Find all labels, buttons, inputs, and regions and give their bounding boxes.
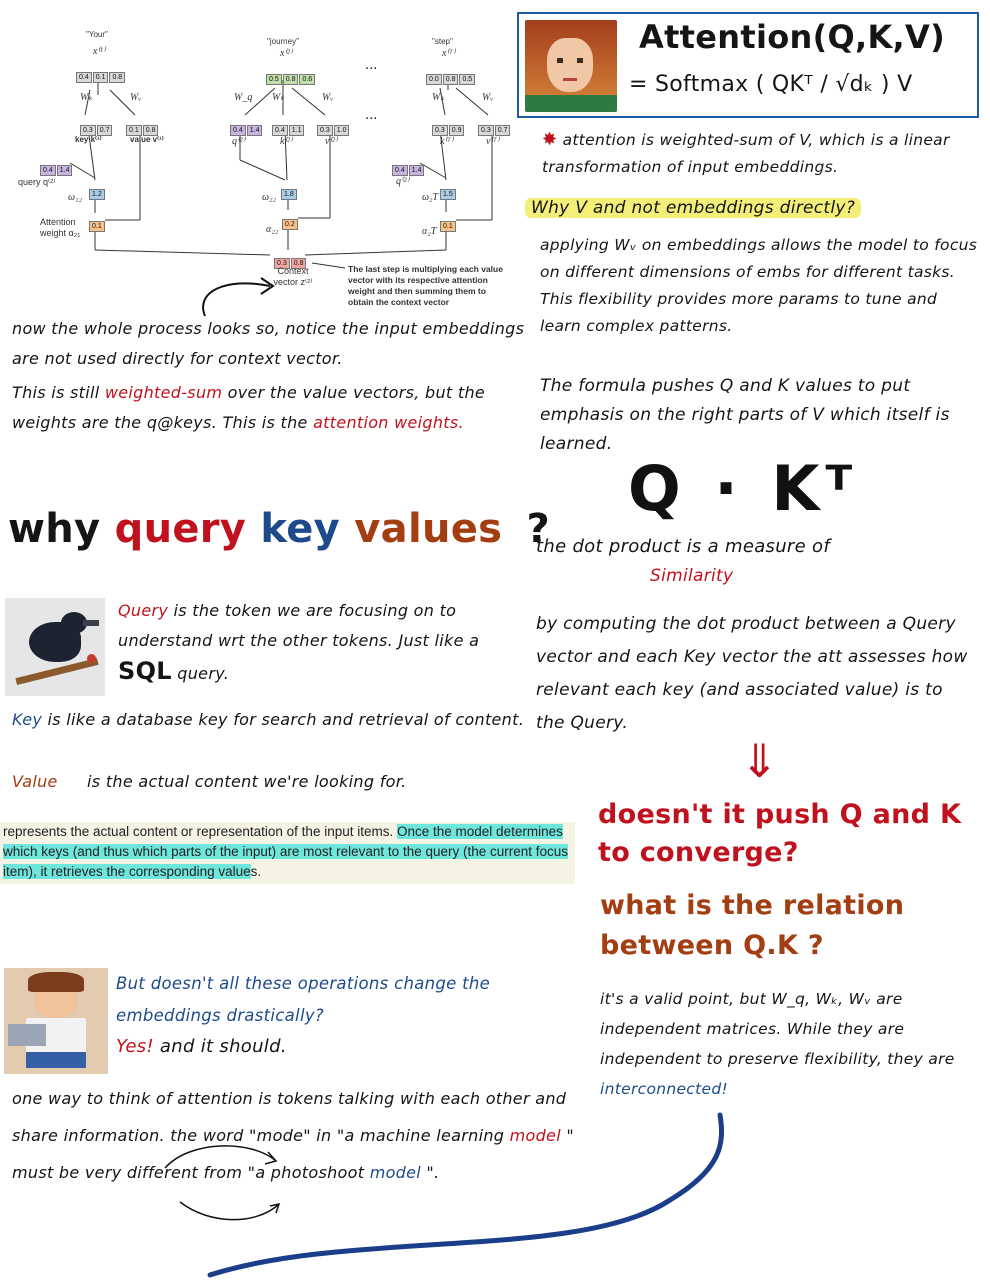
wq-label-2: W_q [234,92,253,103]
question-mark: ? [526,506,551,552]
vector-cell: 0.8 [109,72,125,83]
formula-rhs: = Softmax ( QKᵀ / √dₖ ) V [629,72,913,97]
weighted-sum-word: weighted-sum [104,383,223,402]
note-dot-explanation: by computing the dot product between a Query vector and each Key vector the att assesses how relevant each key (and associated value) is to the Query. [536,614,968,733]
vT-vector [478,117,511,136]
col3-word: "step" [432,37,453,46]
col2-x-label: x⁽²⁾ [280,48,293,59]
boy-laptop-image [4,968,108,1074]
col3-x-label: x⁽ᵀ⁾ [442,48,456,59]
excerpt-plain: represents the actual content or representation of the input items. [3,824,394,839]
similarity-word: Similarity [650,566,734,586]
vector-cell: 0.8 [283,74,299,85]
vector-cell: 0.4 [272,125,288,136]
ellipsis-top: ... [365,58,378,73]
crow-image [5,598,105,696]
query-def-word: Query [118,601,169,620]
answer-why-v: applying Wᵥ on embeddings allows the model to focus on different dimensions of embs for different tasks. This flexibility provides more params to tune and learn complex patterns. [540,236,978,335]
wv-label-1: Wᵥ [130,92,142,103]
vector-cell: 0.4 [40,165,56,176]
vector-cell: 0.0 [426,74,442,85]
omega12-box: 1.2 [89,189,105,200]
attention-weight-label: Attention weight α₂₁ [40,217,81,238]
wk-label-1: Wₖ [80,92,93,103]
text: and it should. [159,1036,287,1057]
interconnected-word: interconnected! [600,1080,728,1098]
col3-x-vector [426,66,476,85]
vector-cell: 0.7 [97,125,113,136]
v2-vector [317,117,350,136]
sql-word: SQL [118,657,172,685]
alpha21-box: 0.1 [89,221,105,232]
omega2T-box: 1.5 [440,189,456,200]
omega22-box: 1.8 [281,189,297,200]
question-converge: doesn't it push Q and K to converge? [598,799,962,868]
wk-label-2: Wₖ [272,92,285,103]
vector-cell: 0.3 [317,125,333,136]
note-attention-weighted-sum [542,126,982,181]
key-word: key [260,506,341,552]
omega22-label: ω₂₂ [262,192,277,203]
vector-cell: 0.1 [126,125,142,136]
model-word-1: model [509,1126,561,1145]
formula-box [517,12,979,118]
values-word: values [354,506,503,552]
answer-relation [600,984,980,1104]
note-formula-pushes: The formula pushes Q and K values to put emphasis on the right parts of V which itself is learned. [540,376,950,454]
col1-x-label: x⁽¹⁾ [93,46,106,57]
text: is the token we are focusing on to understand wrt the other tokens. Just like a [118,601,480,650]
context-label: Context vector z⁽²⁾ [273,266,313,287]
vector-cell: 1.4 [57,165,73,176]
text: over the value vectors, but the weights are the q@keys. This is the [12,383,486,432]
qT-label: q⁽²⁾ [396,176,409,187]
alpha22-box: 0.2 [282,219,298,230]
model-word-2: model [369,1163,422,1182]
omega12-label: ω₁₂ [68,192,83,203]
formula-title: Attention(Q,K,V) [639,18,946,56]
why-word: why [8,506,101,552]
query-vector [40,157,73,176]
text: query. [177,664,230,683]
excerpt-end: s. [250,864,262,879]
attention-weights-word: attention weights. [313,413,464,432]
query-label: query q⁽²⁾ [18,177,56,187]
highlight: Why V and not embeddings directly? [525,198,861,218]
bullet-flower-icon: ✸ [542,129,558,150]
vector-cell: 0.1 [93,72,109,83]
alpha2T-label: α₂T [422,226,437,237]
avatar-girl [525,20,617,112]
vector-cell: 1.1 [289,125,305,136]
vector-cell: 0.3 [432,125,448,136]
heading-why-qkv [8,506,550,552]
col1-x-vector [76,64,126,83]
question-relation: what is the relation between Q.K ? [600,890,905,961]
note-query-def [118,596,528,689]
text: This is still [12,383,100,402]
col2-word: "journey" [267,37,299,46]
value1-label: value v⁽¹⁾ [130,135,164,144]
down-arrow-icon: ⇓ [740,734,779,788]
k2-vector [272,117,305,136]
yes-word: Yes! [116,1036,154,1057]
text: ". [426,1163,440,1182]
vector-cell: 0.5 [459,74,475,85]
key1-label: key k⁽¹⁾ [75,135,102,144]
note-yes [116,1036,287,1057]
excerpt-highlight: Once the model determines which keys (and thus which parts of the input) are most relevant to the query (the current focus item), it retrieves the corresponding value [3,824,569,879]
note-key-def [12,704,532,736]
kT-vector [432,117,465,136]
text: is the actual content we're looking for. [87,772,407,791]
book-excerpt [0,822,575,884]
text: is like a database key for search and retrieval of content. [47,710,525,729]
kT-label: k⁽ᵀ⁾ [440,136,454,147]
col1-word: "Your" [86,30,108,39]
value1-vector [126,117,159,136]
qT-vector [392,157,425,176]
vector-cell: 0.9 [449,125,465,136]
vector-cell: 1.0 [334,125,350,136]
wk-label-3: Wₖ [432,92,445,103]
query-word: query [114,506,247,552]
alpha2T-box: 0.1 [440,221,456,232]
v2-label: v⁽²⁾ [325,136,338,147]
omega2T-label: ω₂T [422,192,439,203]
value-def-word: Value [12,772,58,791]
vector-cell: 0.6 [299,74,315,85]
text: one way to think of attention is tokens talking with each other and share information. the word "mode" in "a machine learning [12,1089,567,1145]
key1-vector [80,117,113,136]
diagram-caption: The last step is multiplying each value vector with its respective attention weight and then summing them to obtain the context vector [348,264,503,307]
vector-cell: 0.5 [266,74,282,85]
vector-cell: 0.8 [291,258,307,269]
vector-cell: 0.7 [495,125,511,136]
attention-diagram [0,0,520,315]
text: " must be very different from "a photoshoot [12,1126,575,1182]
vector-cell: 0.8 [143,125,159,136]
key-def-word: Key [12,710,43,729]
answer-text-b: While they are independent to preserve flexibility, they are [600,1020,955,1068]
note-value-def [12,772,542,791]
question-embeddings-change: But doesn't all these operations change the embeddings drastically? [116,974,491,1025]
wv-label-2: Wᵥ [322,92,334,103]
vector-cell: 1.4 [247,125,263,136]
vector-cell: 0.3 [80,125,96,136]
answer-text-a: it's a valid point, but W_q, Wₖ, Wᵥ are independent matrices. [600,990,903,1038]
model-link-arrows [160,1140,300,1230]
vector-cell: 0.4 [230,125,246,136]
note-think-attention [12,1080,602,1191]
question-why-v [525,198,861,218]
wv-label-3: Wᵥ [482,92,494,103]
vector-cell: 0.3 [274,258,290,269]
note-text: attention is weighted-sum of V, which is a linear transformation of input embeddings. [542,131,950,176]
k2-label: k⁽²⁾ [280,136,293,147]
note-dot-product: the dot product is a measure of [536,536,830,557]
note-still-weighted [12,378,532,438]
alpha22-label: α₂₂ [266,224,279,235]
qk-formula: Q · Kᵀ [628,452,859,525]
q2-label: q⁽²⁾ [232,136,245,147]
curved-arrow-up [195,272,285,320]
vector-cell: 0.8 [443,74,459,85]
vT-label: v⁽ᵀ⁾ [486,136,500,147]
ellipsis-mid: ... [365,108,378,123]
vector-cell: 0.4 [76,72,92,83]
vector-cell: 0.4 [392,165,408,176]
vector-cell: 1.4 [409,165,425,176]
q2-vector [230,117,263,136]
col2-x-vector [266,66,316,85]
vector-cell: 0.3 [478,125,494,136]
note-whole-process: now the whole process looks so, notice the input embeddings are not used directly for context vector. [12,319,525,368]
